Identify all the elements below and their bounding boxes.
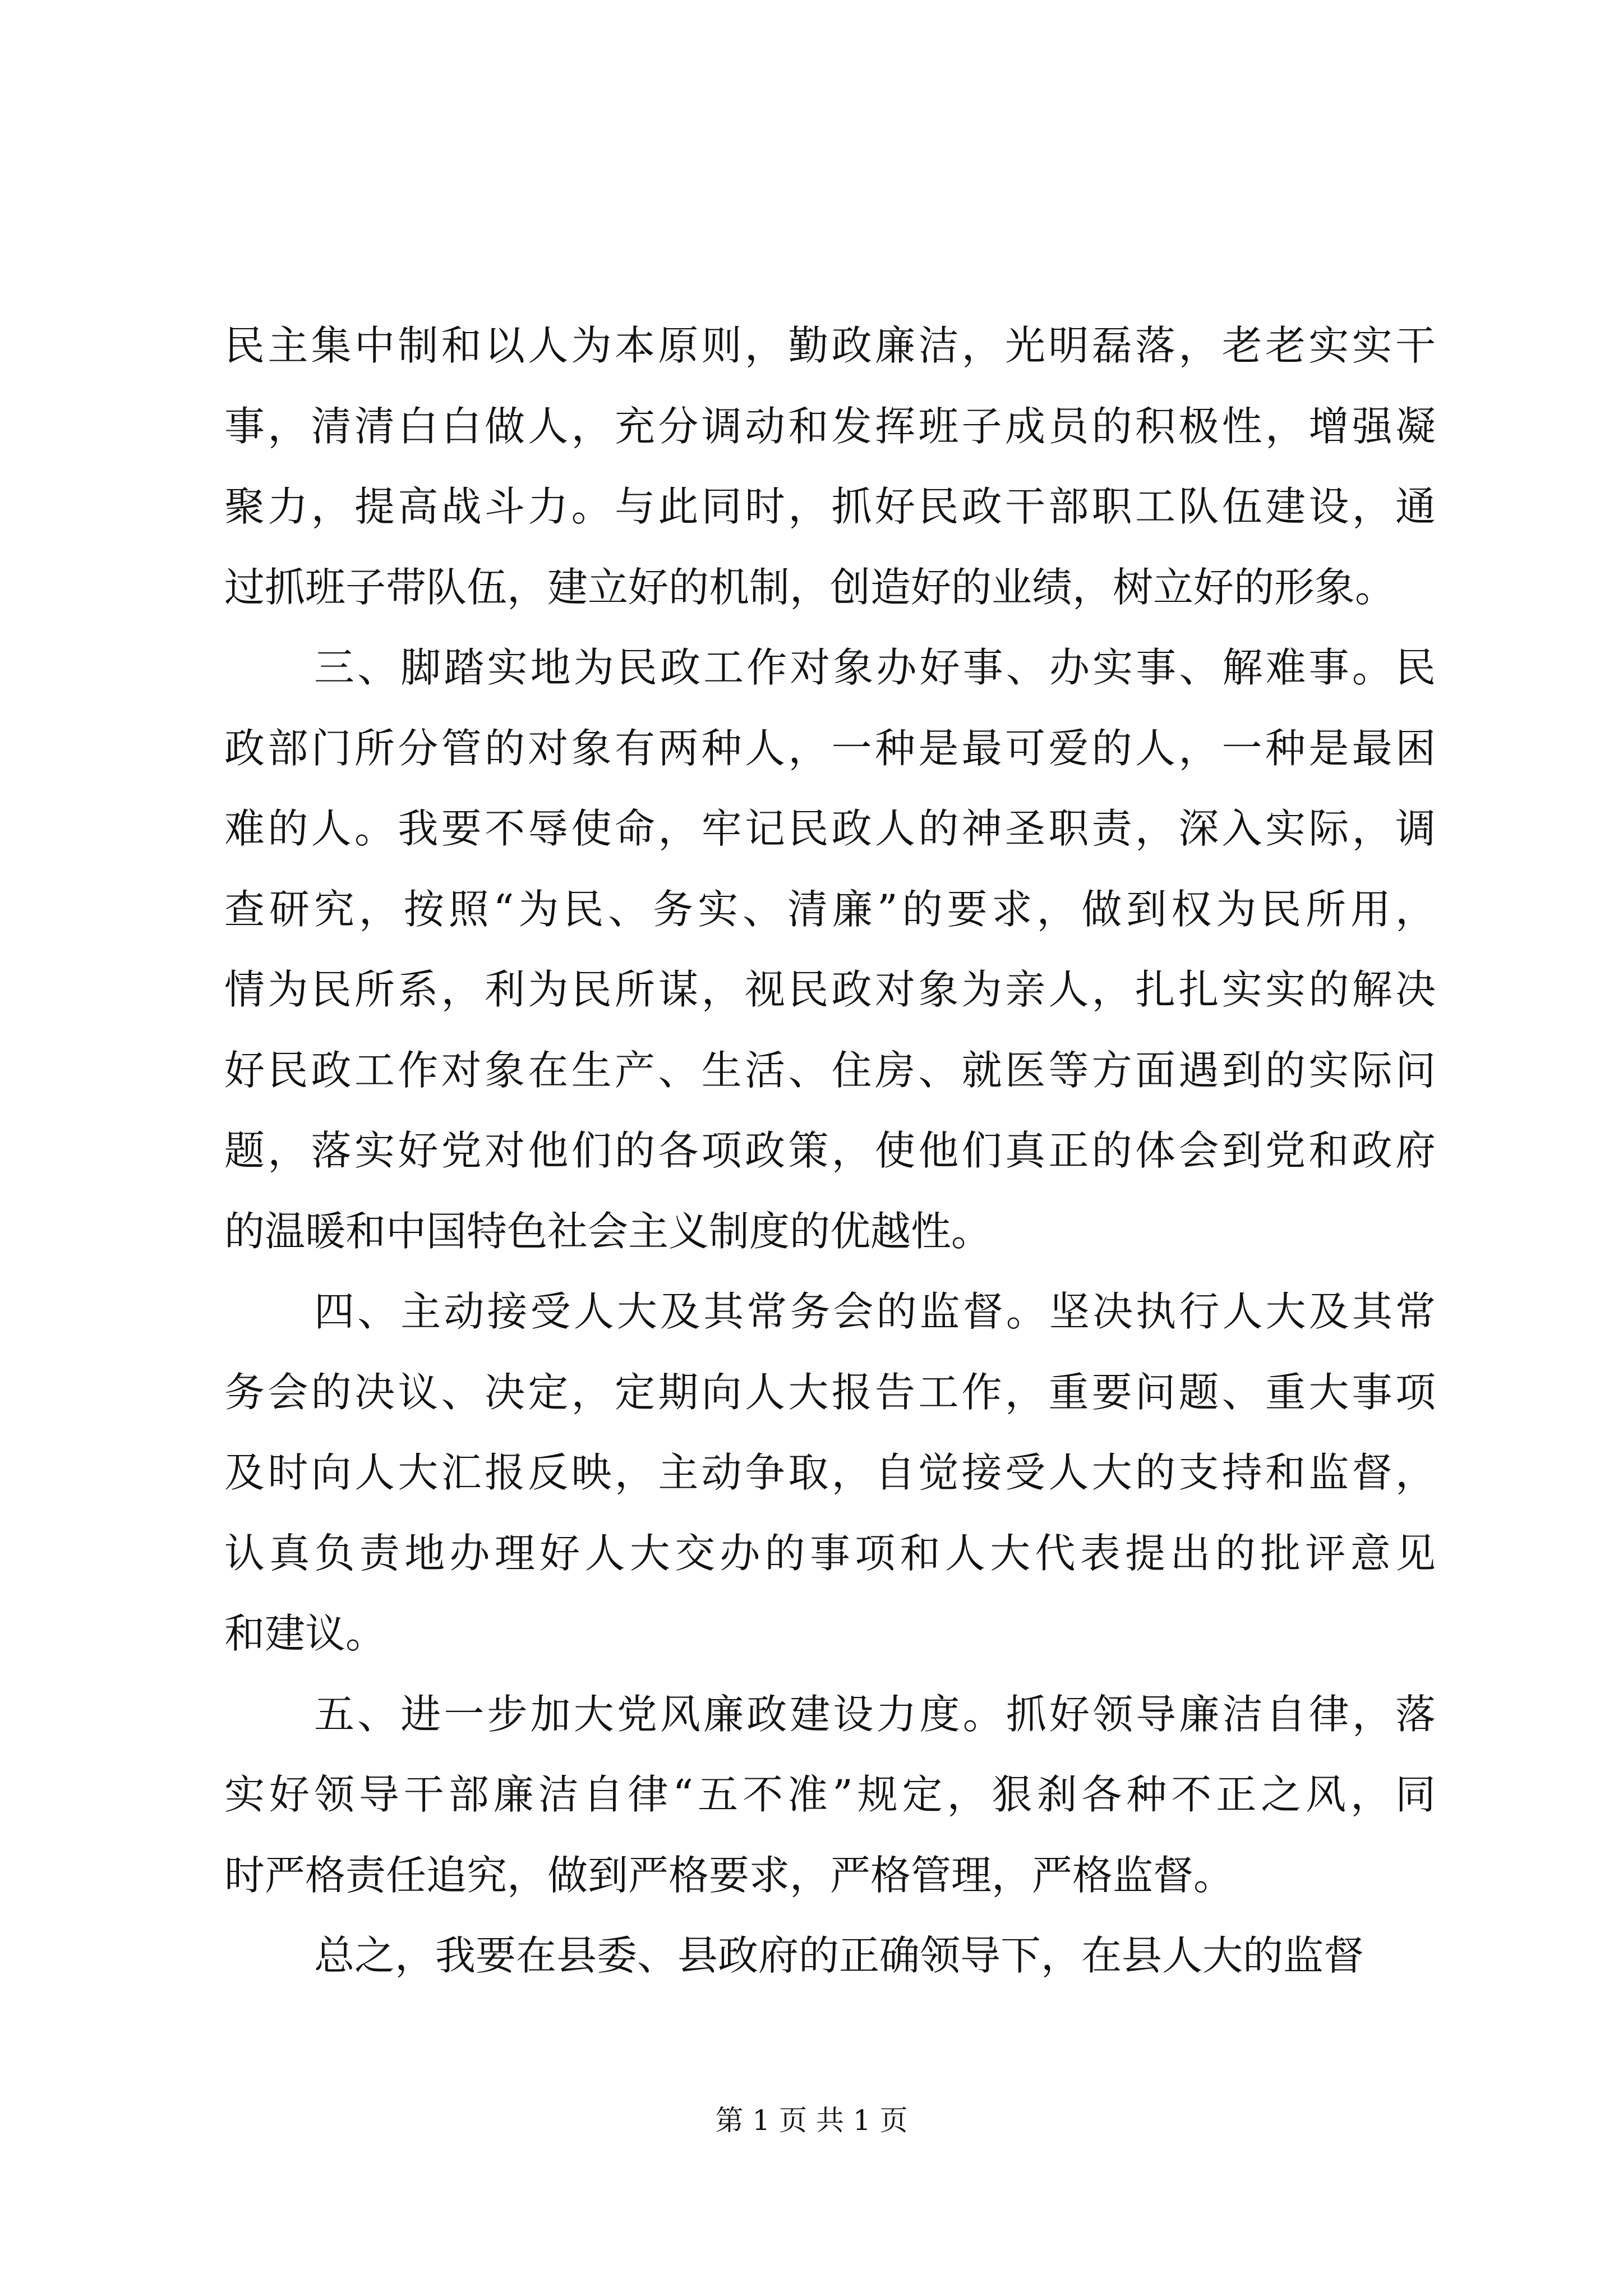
paragraph-first-line: 四、主动接受人大及其常务会的监督。坚决执行人大及其常 [314, 1288, 1436, 1335]
body-line: 时严格责任追究，做到严格要求，严格管理，严格监督。 [224, 1851, 1234, 1899]
body-line: 政部门所分管的对象有两种人，一种是最可爱的人，一种是最困 [224, 724, 1436, 772]
paragraph-first-line: 三、脚踏实地为民政工作对象办好事、办实事、解难事。民 [314, 644, 1436, 691]
body-line: 难的人。我要不辱使命，牢记民政人的神圣职责，深入实际，调 [224, 805, 1436, 852]
body-line: 过抓班子带队伍，建立好的机制，创造好的业绩，树立好的形象。 [224, 563, 1396, 611]
paragraph-first-line: 总之，我要在县委、县政府的正确领导下，在县人大的监督 [314, 1932, 1364, 1979]
body-line: 及时向人大汇报反映，主动争取，自觉接受人大的支持和监督， [224, 1449, 1436, 1496]
body-line: 题，落实好党对他们的各项政策，使他们真正的体会到党和政府 [224, 1127, 1436, 1174]
body-line: 的温暖和中国特色社会主义制度的优越性。 [224, 1207, 992, 1255]
body-line: 实好领导干部廉洁自律“五不准”规定，狠刹各种不正之风，同 [224, 1771, 1436, 1818]
paragraph-first-line: 五、进一步加大党风廉政建设力度。抓好领导廉洁自律，落 [314, 1690, 1436, 1738]
body-line: 事，清清白白做人，充分调动和发挥班子成员的积极性，增强凝 [224, 402, 1436, 450]
body-line: 聚力，提高战斗力。与此同时，抓好民政干部职工队伍建设，通 [224, 483, 1436, 530]
page-number-footer: 第 1 页 共 1 页 [715, 2104, 908, 2137]
body-line: 查研究，按照“为民、务实、清廉”的要求，做到权为民所用， [224, 885, 1436, 933]
body-line: 认真负责地办理好人大交办的事项和人大代表提出的批评意见 [224, 1529, 1436, 1577]
body-line: 情为民所系，利为民所谋，视民政对象为亲人，扎扎实实的解决 [224, 966, 1436, 1013]
document-body [224, 306, 1436, 1996]
body-line: 务会的决议、决定，定期向人大报告工作，重要问题、重大事项 [224, 1368, 1436, 1416]
body-line: 民主集中制和以人为本原则，勤政廉洁，光明磊落，老老实实干 [224, 322, 1436, 369]
body-line: 和建议。 [224, 1610, 386, 1657]
body-line: 好民政工作对象在生产、生活、住房、就医等方面遇到的实际问 [224, 1046, 1436, 1094]
